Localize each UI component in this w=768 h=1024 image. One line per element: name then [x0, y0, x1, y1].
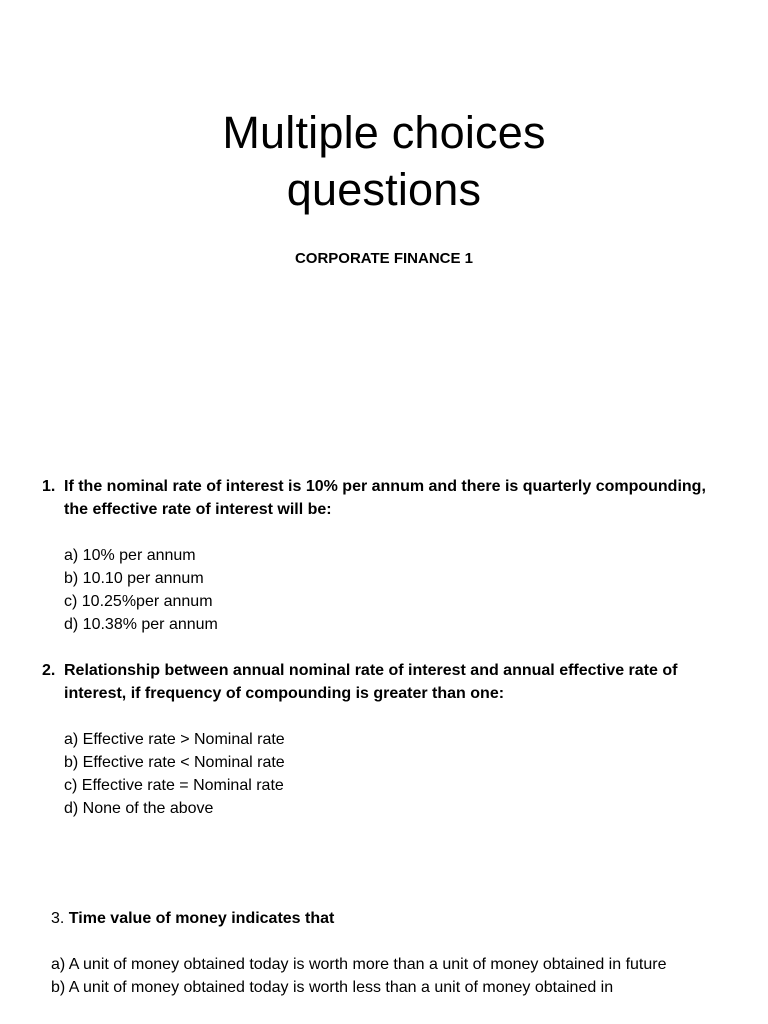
option-d: d) None of the above: [64, 800, 214, 817]
option-b: b) 10.10 per annum: [64, 570, 204, 587]
option-d: d) 10.38% per annum: [64, 616, 218, 633]
question-3-header: [51, 907, 711, 930]
option-a: a) A unit of money obtained today is worth more than a unit of money obtained in future: [51, 956, 667, 973]
option-c: c) Effective rate = Nominal rate: [64, 777, 284, 794]
page-title: [0, 104, 768, 218]
option-b: b) Effective rate < Nominal rate: [64, 754, 285, 771]
option-a: a) 10% per annum: [64, 547, 196, 564]
options-list: [42, 544, 722, 636]
option-a: a) Effective rate > Nominal rate: [64, 731, 285, 748]
question-2-header: [42, 659, 722, 705]
question-text: If the nominal rate of interest is 10% per annum and there is quarterly compounding, the effective rate of interest will be:: [64, 478, 706, 518]
options-list: [42, 728, 722, 820]
question-text: Relationship between annual nominal rate of interest and annual effective rate of interest, if frequency of compounding is greater than one:: [64, 662, 678, 702]
question-1-header: [42, 475, 722, 521]
option-c: c) 10.25%per annum: [64, 593, 213, 610]
title-line-1: Multiple choices: [222, 107, 546, 158]
question-text: Time value of money indicates that: [68, 910, 335, 927]
question-number: 3.: [51, 910, 69, 927]
question-number: 2.: [42, 662, 56, 679]
question-3: [51, 907, 711, 999]
option-b: b) A unit of money obtained today is worth less than a unit of money obtained in: [51, 979, 614, 996]
options-list: [51, 953, 711, 999]
question-number: 1.: [42, 478, 56, 495]
subtitle: CORPORATE FINANCE 1: [294, 250, 474, 267]
question-1: [42, 475, 722, 636]
question-2: [42, 659, 722, 820]
title-line-2: questions: [286, 164, 482, 215]
